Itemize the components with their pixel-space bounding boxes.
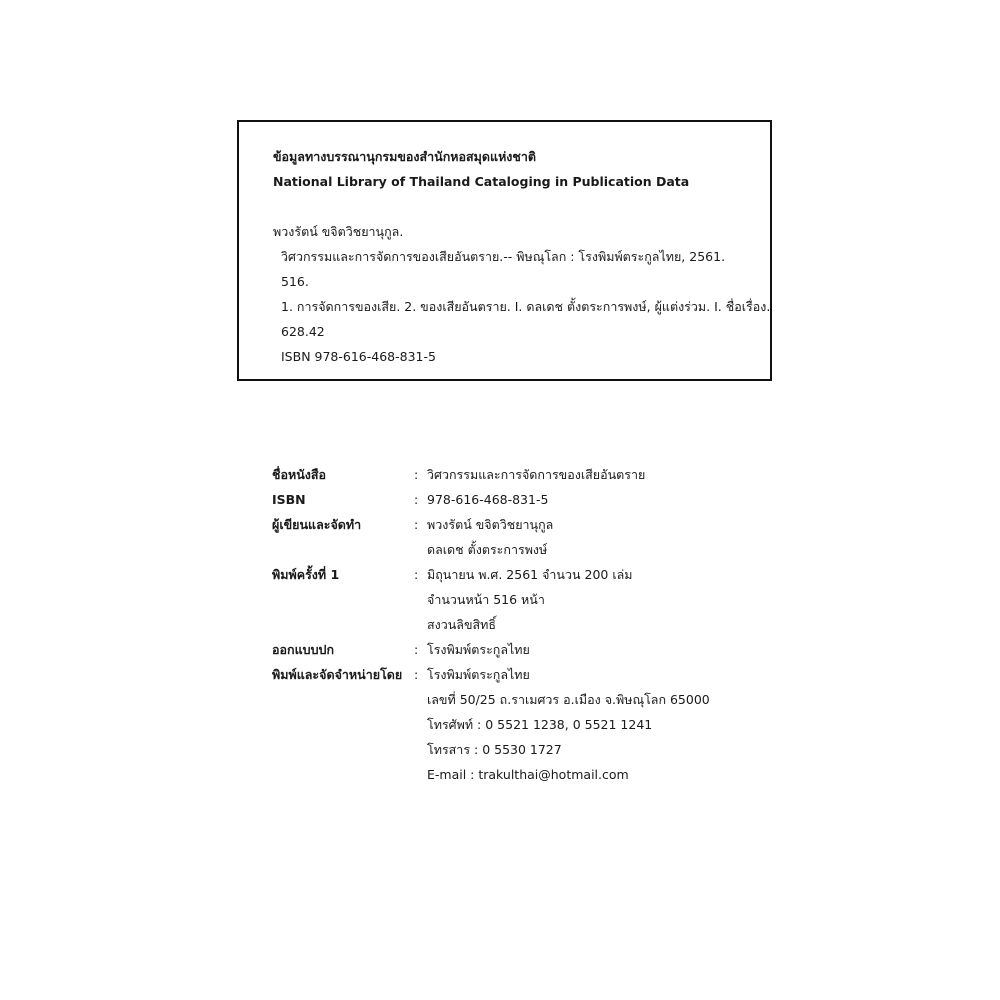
detail-label: ออกแบบปก [272,642,335,657]
detail-value: 978-616-468-831-5 [427,492,549,507]
detail-value: มิถุนายน พ.ศ. 2561 จำนวน 200 เล่ม [427,567,633,582]
cip-classification: 628.42 [281,324,325,339]
detail-colon: : [414,642,419,657]
cip-author: พวงรัตน์ ขจิตวิชยานุกูล. [273,224,404,239]
cip-title-thai: ข้อมูลทางบรรณานุกรมของสำนักหอสมุดแห่งชาติ [273,149,537,164]
detail-label: ชื่อหนังสือ [272,467,327,482]
detail-label: พิมพ์และจัดจำหน่ายโดย [272,667,403,682]
detail-colon: : [414,467,419,482]
detail-colon: : [414,567,419,582]
detail-value: ดลเดช ตั้งตระการพงษ์ [427,542,548,557]
cip-box [237,120,772,381]
cip-subjects: 1. การจัดการของเสีย. 2. ของเสียอันตราย. I. ดลเดช ตั้งตระการพงษ์, ผู้แต่งร่วม. I. ชื่อเรื่อง. [281,299,771,314]
detail-label: ISBN [272,492,306,507]
detail-label: ผู้เขียนและจัดทำ [272,517,362,532]
cip-pages: 516. [281,274,309,289]
publisher-email: E-mail : trakulthai@hotmail.com [427,767,629,782]
detail-value: พวงรัตน์ ขจิตวิชยานุกูล [427,517,554,532]
detail-value: โรงพิมพ์ตระกูลไทย [427,642,530,657]
publisher-phone: โทรศัพท์ : 0 5521 1238, 0 5521 1241 [427,717,653,732]
detail-value: วิศวกรรมและการจัดการของเสียอันตราย [427,467,646,482]
detail-colon: : [414,517,419,532]
publisher-address: เลขที่ 50/25 ถ.ราเมศวร อ.เมือง จ.พิษณุโลก 65000 [427,692,710,707]
cip-isbn: ISBN 978-616-468-831-5 [281,349,436,364]
detail-value: โรงพิมพ์ตระกูลไทย [427,667,530,682]
cip-title-entry: วิศวกรรมและการจัดการของเสียอันตราย.-- พิษณุโลก : โรงพิมพ์ตระกูลไทย, 2561. [281,249,726,264]
cip-title-english: National Library of Thailand Cataloging in Publication Data [273,174,690,189]
detail-label: พิมพ์ครั้งที่ 1 [272,567,340,582]
detail-value: จำนวนหน้า 516 หน้า [427,592,545,607]
detail-colon: : [414,667,419,682]
publisher-fax: โทรสาร : 0 5530 1727 [427,742,562,757]
detail-value: สงวนลิขสิทธิ์ [427,617,497,632]
detail-colon: : [414,492,419,507]
